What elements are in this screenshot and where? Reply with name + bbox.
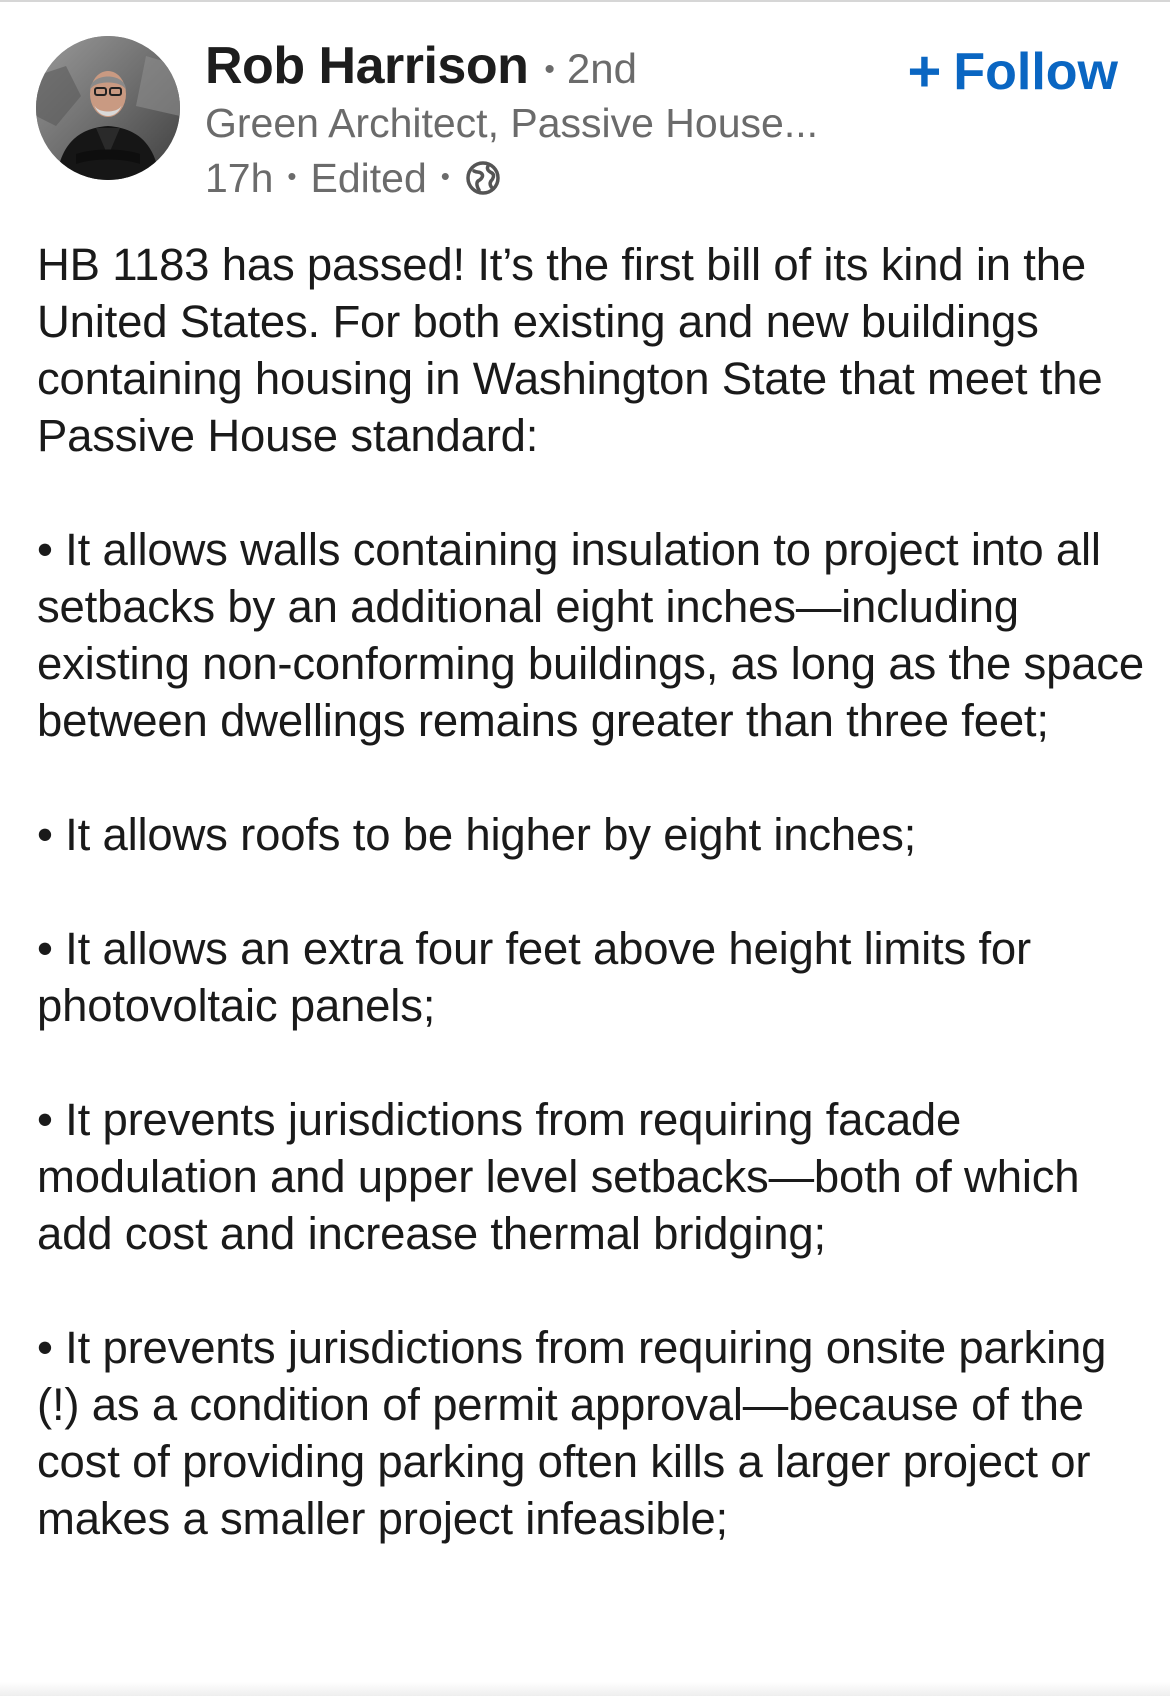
post-body — [37, 236, 1147, 1604]
connection-degree: 2nd — [566, 45, 637, 92]
edited-label: Edited — [310, 154, 427, 201]
post-time: 17h — [205, 154, 274, 201]
post-bullet: • It allows walls containing insulation to project into all setbacks by an additional eight inches—including existing non-conforming buildings, as long as the space between dwellings remains greater than three feet; — [37, 524, 1144, 746]
degree-separator: • — [544, 53, 555, 86]
globe-icon — [464, 159, 502, 197]
follow-label: Follow — [953, 43, 1118, 101]
follow-button[interactable] — [907, 40, 1118, 104]
post-meta — [205, 150, 502, 206]
avatar-photo — [36, 36, 180, 180]
author-name-row — [205, 36, 637, 106]
author-headline: Green Architect, Passive House... — [205, 100, 818, 146]
post-bullet: • It prevents jurisdictions from requiring onsite parking (!) as a condition of permit approval—because of the cost of providing parking often kills a larger project or makes a smaller project infeasible; — [37, 1322, 1107, 1544]
post-header — [0, 0, 1170, 230]
post-bullet: • It allows roofs to be higher by eight inches; — [37, 809, 917, 860]
avatar[interactable] — [36, 36, 180, 180]
post-bullet: • It prevents jurisdictions from requiring facade modulation and upper level setbacks—both of which add cost and increase thermal bridging; — [37, 1094, 1080, 1259]
author-name[interactable]: Rob Harrison — [205, 37, 529, 95]
post-bullet: • It allows an extra four feet above height limits for photovoltaic panels; — [37, 923, 1031, 1031]
meta-separator: • — [287, 160, 297, 191]
post-paragraph: HB 1183 has passed! It’s the first bill of its kind in the United States. For both existing and new buildings containing housing in Washington State that meet the Passive House standard: — [37, 239, 1103, 461]
meta-separator: • — [440, 160, 450, 191]
plus-icon: + — [907, 39, 942, 104]
bottom-divider — [0, 1682, 1170, 1696]
